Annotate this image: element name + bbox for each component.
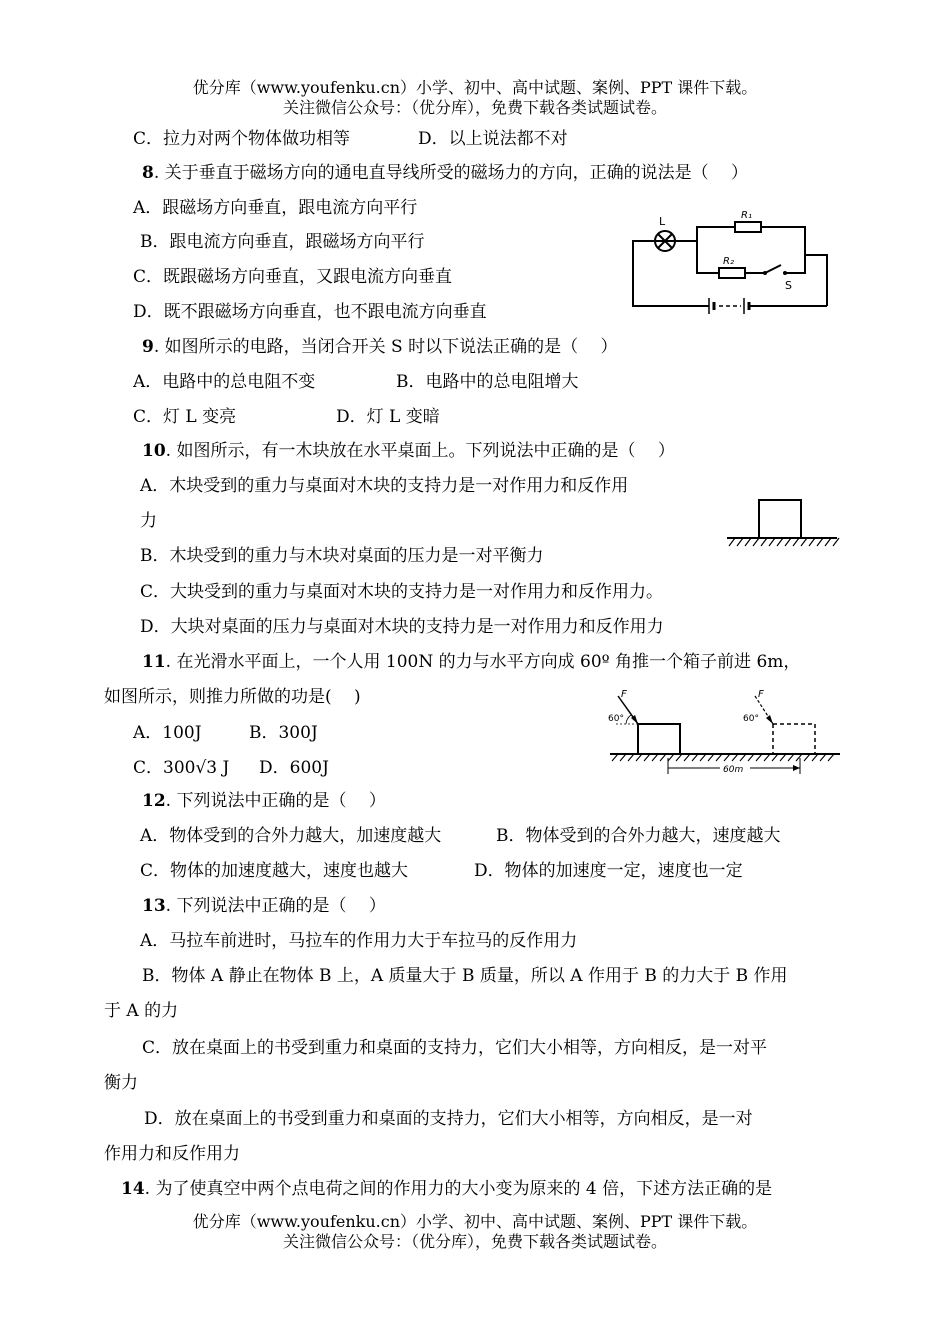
q7-option-d: D．以上说法都不对 [418, 129, 568, 149]
r1-label: R₁ [741, 210, 752, 221]
q7-option-c: C．拉力对两个物体做功相等 [133, 129, 351, 149]
q10-option-a-line1: A．木块受到的重力与桌面对木块的支持力是一对作用力和反作用 [140, 476, 629, 496]
q13-option-c-line2: 衡力 [104, 1073, 138, 1093]
q13-option-c-line1: C．放在桌面上的书受到重力和桌面的支持力，它们大小相等，方向相反，是一对平 [142, 1038, 768, 1058]
q12-option-d: D．物体的加速度一定，速度也一定 [474, 861, 743, 881]
page-header-line2: 关注微信公众号：（优分库），免费下载各类试题试卷。 [282, 98, 667, 117]
q11-stem-line2: 如图所示，则推力所做的功是( ) [104, 687, 361, 707]
q13-option-b-line1: B．物体 A 静止在物体 B 上，A 质量大于 B 质量，所以 A 作用于 B 的力大于 B 作用 [142, 966, 788, 986]
circuit-diagram [625, 205, 835, 315]
push-box-diagram [608, 688, 843, 778]
page-footer-line2: 关注微信公众号：（优分库），免费下载各类试题试卷。 [282, 1232, 667, 1251]
q11-stem-line1: 11. 在光滑水平面上，一个人用 100N 的力与水平方向成 60º 角推一个箱子前进 6m， [142, 652, 801, 672]
q12-number: 12 [142, 791, 166, 811]
q8-option-d: D．既不跟磁场方向垂直，也不跟电流方向垂直 [133, 302, 487, 322]
q13-option-a: A．马拉车前进时，马拉车的作用力大于车拉马的反作用力 [140, 931, 578, 951]
block-on-table-diagram [725, 496, 840, 551]
q9-option-c: C．灯 L 变亮 [133, 407, 237, 427]
q11-option-d: D．600J [259, 758, 329, 778]
angle-label-2: 60° [743, 714, 759, 724]
q10-stem: 10. 如图所示，有一木块放在水平桌面上。下列说法中正确的是（ ） [142, 441, 675, 461]
q10-option-b: B．木块受到的重力与木块对桌面的压力是一对平衡力 [140, 546, 544, 566]
q12-option-a: A．物体受到的合外力越大，加速度越大 [140, 826, 442, 846]
q10-option-d: D．大块对桌面的压力与桌面对木块的支持力是一对作用力和反作用力 [140, 617, 664, 637]
q13-number: 13 [142, 896, 166, 916]
page-footer-line1: 优分库（www.youfenku.cn）小学、初中、高中试题、案例、PPT 课件下载。 [192, 1212, 758, 1231]
q13-stem: 13. 下列说法中正确的是（ ） [142, 896, 386, 916]
q11-option-a: A．100J [133, 723, 202, 743]
q11-option-c: C．300√3 J [133, 758, 230, 778]
q12-stem: 12. 下列说法中正确的是（ ） [142, 791, 386, 811]
q10-option-c: C．大块受到的重力与桌面对木块的支持力是一对作用力和反作用力。 [140, 582, 664, 602]
page-header-line1: 优分库（www.youfenku.cn）小学、初中、高中试题、案例、PPT 课件下载。 [192, 78, 758, 97]
q10-option-a-line2: 力 [140, 511, 157, 531]
q13-option-d-line1: D．放在桌面上的书受到重力和桌面的支持力，它们大小相等，方向相反，是一对 [144, 1109, 753, 1129]
q8-number: 8 [142, 163, 154, 183]
q8-option-b: B．跟电流方向垂直，跟磁场方向平行 [140, 232, 425, 252]
q14-number: 14 [121, 1179, 145, 1199]
q9-number: 9 [142, 337, 154, 357]
q11-option-b: B．300J [249, 723, 318, 743]
q14-stem: 14. 为了使真空中两个点电荷之间的作用力的大小变为原来的 4 倍，下述方法正确的是 [121, 1179, 773, 1199]
q9-stem: 9. 如图所示的电路，当闭合开关 S 时以下说法正确的是（ ） [142, 337, 618, 357]
q8-option-c: C．既跟磁场方向垂直，又跟电流方向垂直 [133, 267, 453, 287]
q12-option-b: B．物体受到的合外力越大，速度越大 [496, 826, 781, 846]
q9-option-d: D．灯 L 变暗 [336, 407, 440, 427]
q13-option-b-line2: 于 A 的力 [104, 1001, 179, 1021]
q9-option-b: B．电路中的总电阻增大 [396, 372, 579, 392]
q8-stem: 8. 关于垂直于磁场方向的通电直导线所受的磁场力的方向，正确的说法是（ ） [142, 163, 749, 183]
q11-number: 11 [142, 652, 166, 672]
q8-option-a: A．跟磁场方向垂直，跟电流方向平行 [133, 198, 418, 218]
angle-label-1: 60° [608, 714, 624, 724]
q10-number: 10 [142, 441, 166, 461]
force-label-1: F [621, 689, 627, 700]
q9-option-a: A．电路中的总电阻不变 [133, 372, 316, 392]
distance-label: 60m [723, 765, 744, 775]
lamp-label: L [659, 215, 666, 228]
force-label-2: F [758, 689, 764, 700]
switch-label: S [785, 279, 792, 292]
r2-label: R₂ [723, 256, 734, 267]
q13-option-d-line2: 作用力和反作用力 [104, 1144, 240, 1164]
q12-option-c: C．物体的加速度越大，速度也越大 [140, 861, 409, 881]
